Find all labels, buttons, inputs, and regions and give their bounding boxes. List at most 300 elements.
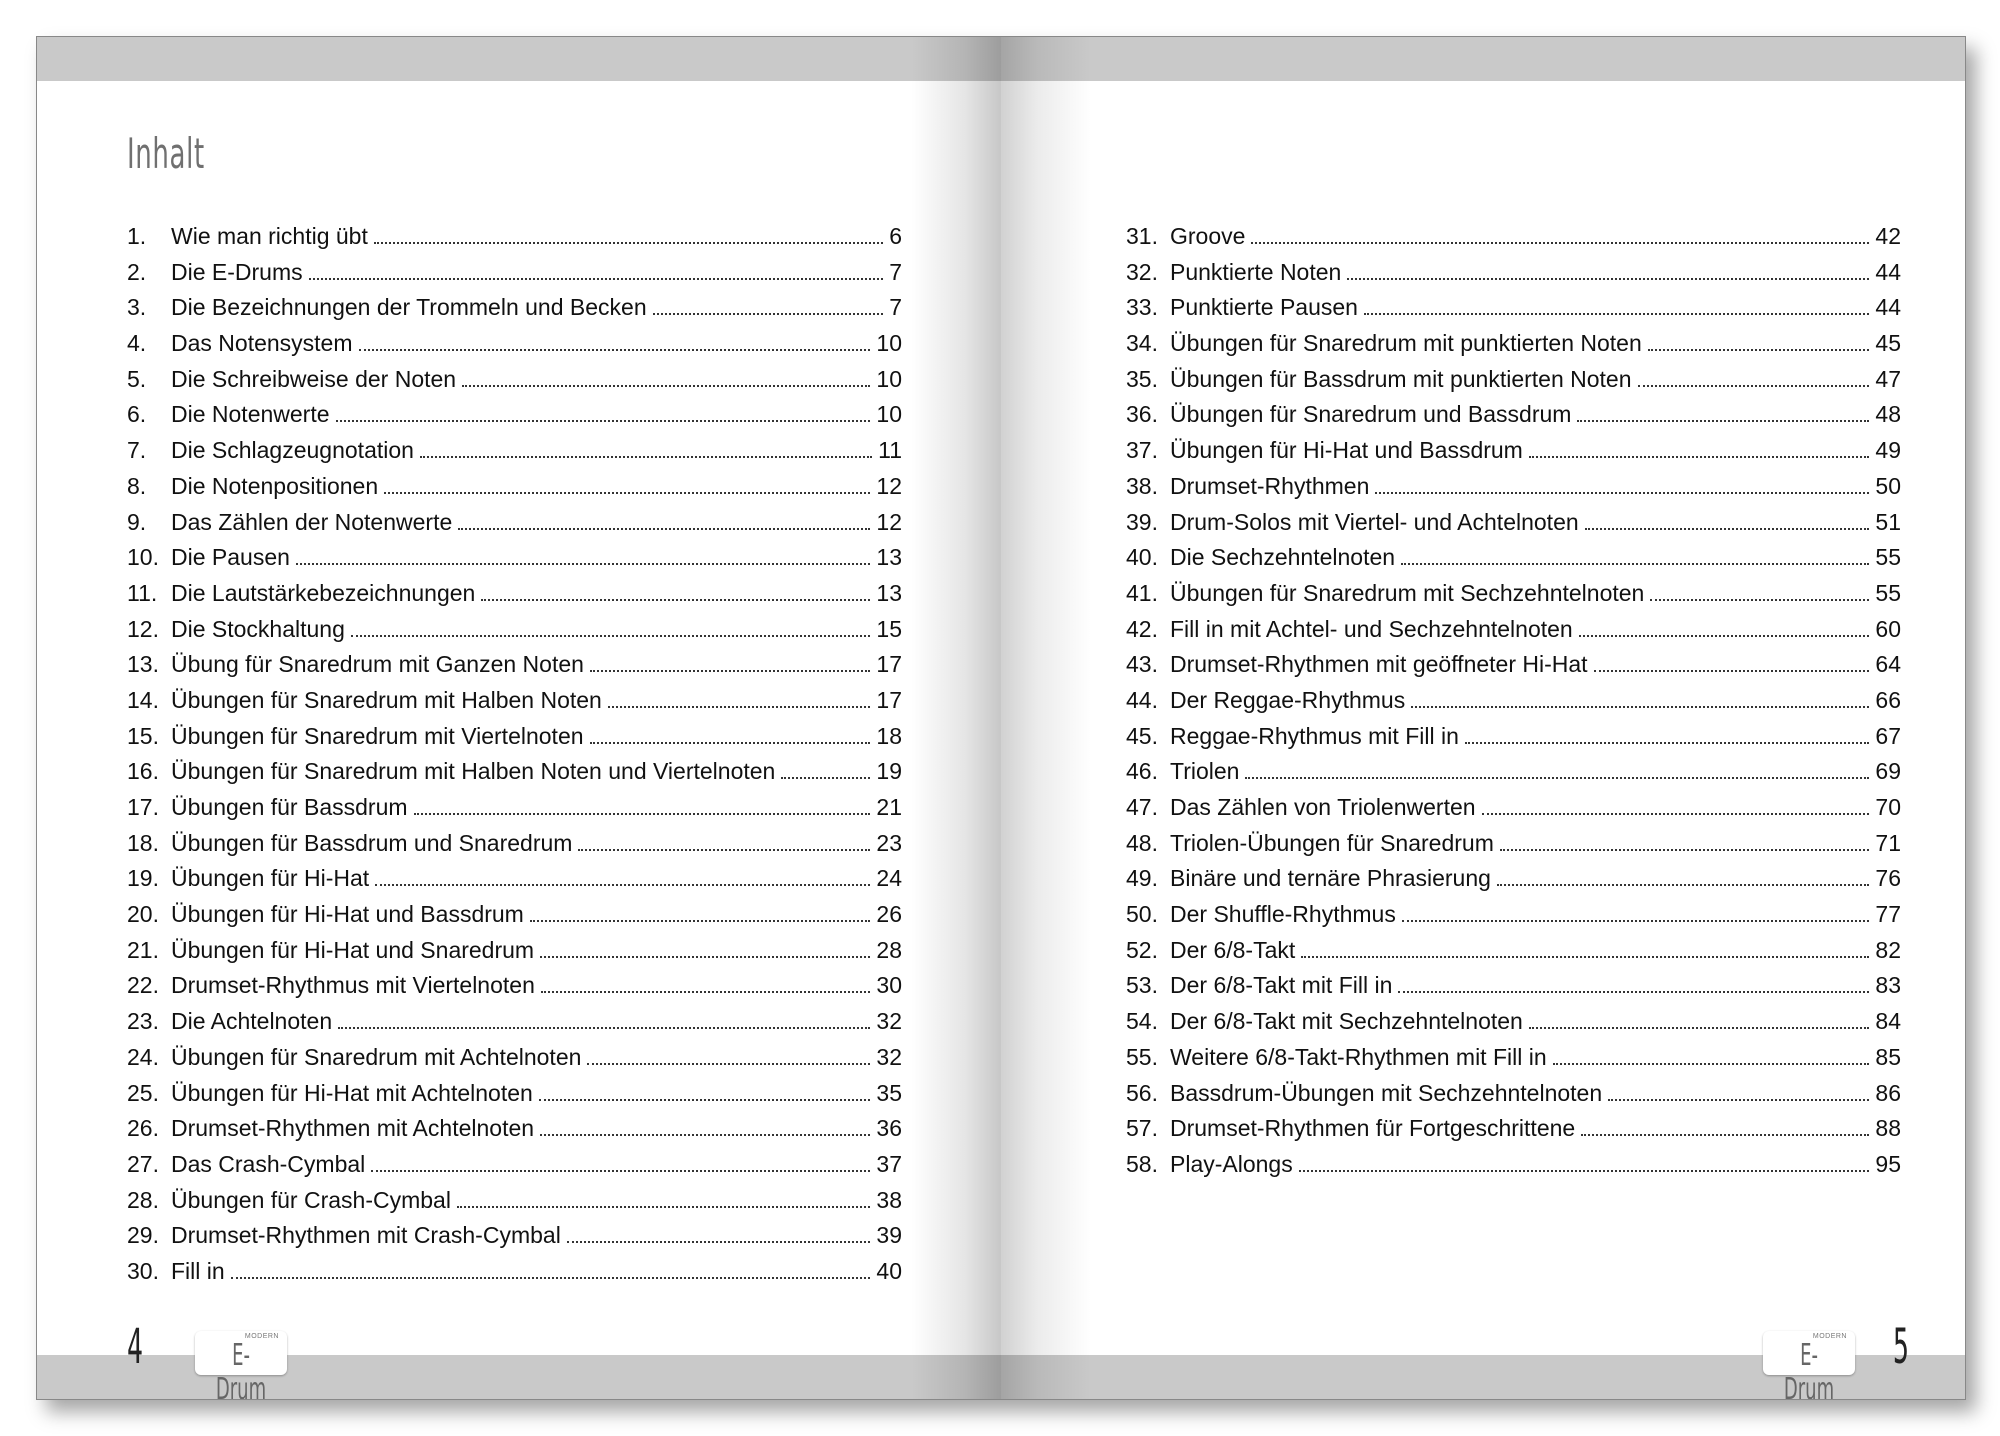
toc-entry-page: 19 (876, 758, 902, 785)
toc-entry-title: Drumset-Rhythmen mit Achtelnoten (171, 1115, 535, 1142)
top-band (37, 37, 1001, 81)
toc-entry-number: 44. (1126, 686, 1158, 713)
toc-entry-title: Die Achtelnoten (171, 1008, 333, 1035)
toc-entry-title: Übungen für Snaredrum mit Achtelnoten (171, 1043, 582, 1070)
toc-entry-page: 60 (1875, 615, 1901, 642)
toc-entry-title: Die Pausen (171, 544, 290, 571)
toc-leader-dots (608, 706, 871, 708)
toc-entry (1126, 968, 1901, 1004)
toc-entry-number: 24. (127, 1043, 159, 1070)
toc-list-left (127, 219, 902, 1290)
toc-entry-number: 49. (1126, 865, 1158, 892)
toc-entry (1126, 1004, 1901, 1040)
toc-entry-page: 26 (876, 901, 902, 928)
logo-main-text: E-Drum (1783, 1338, 1835, 1400)
toc-entry-number: 57. (1126, 1115, 1158, 1142)
toc-entry-title: Triolen (1170, 758, 1240, 785)
toc-entry (1126, 469, 1901, 505)
toc-entry-page: 70 (1875, 794, 1901, 820)
toc-entry-number: 10. (127, 544, 159, 571)
toc-leader-dots (781, 777, 870, 779)
toc-entry (1126, 433, 1901, 469)
toc-entry-number: 48. (1126, 829, 1158, 856)
toc-entry-page: 39 (876, 1222, 902, 1249)
toc-leader-dots (1401, 563, 1869, 565)
toc-entry-title: Die Schlagzeugnotation (171, 437, 414, 464)
toc-entry-number: 7. (127, 437, 147, 464)
toc-entry-title: Die Lautstärkebezeichnungen (171, 579, 476, 606)
toc-leader-dots (1585, 528, 1870, 530)
toc-entry-page: 10 (876, 365, 902, 392)
toc-leader-dots (587, 1063, 870, 1065)
toc-leader-dots (590, 670, 870, 672)
toc-entry (1126, 1147, 1901, 1183)
toc-entry-title: Drum-Solos mit Viertel- und Achtelnoten (1170, 508, 1579, 535)
toc-leader-dots (1398, 991, 1869, 993)
toc-entry-number: 9. (127, 508, 147, 535)
toc-leader-dots (578, 849, 870, 851)
toc-leader-dots (1301, 956, 1869, 958)
toc-leader-dots (1581, 1134, 1869, 1136)
toc-entry-title: Die E-Drums (171, 258, 303, 285)
toc-entry-title: Übung für Snaredrum mit Ganzen Noten (171, 651, 584, 678)
toc-entry-page: 21 (876, 794, 902, 820)
toc-entry-page: 6 (889, 223, 902, 249)
toc-entry-page: 64 (1875, 651, 1901, 678)
toc-entry-title: Der Reggae-Rhythmus (1170, 686, 1406, 713)
toc-entry-number: 25. (127, 1079, 159, 1106)
toc-entry (127, 897, 902, 933)
toc-entry-number: 55. (1126, 1043, 1158, 1070)
toc-entry (1126, 576, 1901, 612)
toc-entry-page: 15 (876, 615, 902, 642)
toc-entry (1126, 861, 1901, 897)
toc-entry-number: 50. (1126, 901, 1158, 928)
toc-entry-title: Punktierte Noten (1170, 258, 1342, 285)
toc-leader-dots (1402, 920, 1870, 922)
toc-entry-page: 13 (876, 579, 902, 606)
toc-leader-dots (1465, 742, 1870, 744)
toc-entry-page: 28 (876, 936, 902, 963)
toc-entry-page: 35 (876, 1079, 902, 1106)
toc-entry (1126, 255, 1901, 291)
toc-entry (1126, 897, 1901, 933)
toc-entry-number: 29. (127, 1222, 159, 1249)
toc-entry-page: 10 (876, 330, 902, 357)
toc-entry-title: Bassdrum-Übungen mit Sechzehntelnoten (1170, 1079, 1603, 1106)
toc-entry-number: 27. (127, 1150, 159, 1177)
toc-entry (127, 362, 902, 398)
toc-entry (127, 576, 902, 612)
toc-entry (127, 326, 902, 362)
toc-entry-page: 47 (1875, 365, 1901, 392)
toc-entry-title: Drumset-Rhythmen (1170, 472, 1370, 499)
toc-entry-number: 17. (127, 794, 159, 820)
toc-entry-title: Das Crash-Cymbal (171, 1150, 366, 1177)
toc-entry-title: Übungen für Snaredrum mit Halben Noten (171, 686, 602, 713)
page-title: Inhalt (127, 129, 205, 178)
toc-entry-number: 26. (127, 1115, 159, 1142)
toc-entry-title: Weitere 6/8-Takt-Rhythmen mit Fill in (1170, 1043, 1547, 1070)
toc-entry-title: Übungen für Snaredrum mit Viertelnoten (171, 722, 584, 749)
toc-entry (127, 683, 902, 719)
top-band (1001, 37, 1965, 81)
toc-entry (127, 1147, 902, 1183)
toc-entry-number: 22. (127, 972, 159, 999)
toc-entry (127, 1218, 902, 1254)
toc-entry-title: Groove (1170, 223, 1246, 249)
toc-entry-page: 82 (1875, 936, 1901, 963)
toc-entry (127, 790, 902, 826)
toc-entry (127, 1111, 902, 1147)
toc-entry-title: Punktierte Pausen (1170, 294, 1358, 321)
toc-entry-number: 53. (1126, 972, 1158, 999)
toc-leader-dots (338, 1027, 870, 1029)
toc-entry-number: 30. (127, 1257, 159, 1284)
toc-entry-page: 32 (876, 1043, 902, 1070)
toc-entry-page: 84 (1875, 1008, 1901, 1035)
toc-leader-dots (359, 349, 871, 351)
toc-entry-number: 43. (1126, 651, 1158, 678)
toc-entry-number: 34. (1126, 330, 1158, 357)
toc-entry-title: Drumset-Rhythmen für Fortgeschrittene (1170, 1115, 1576, 1142)
toc-entry-title: Drumset-Rhythmen mit geöffneter Hi-Hat (1170, 651, 1588, 678)
toc-entry-page: 17 (876, 651, 902, 678)
toc-entry-number: 38. (1126, 472, 1158, 499)
toc-leader-dots (1579, 635, 1870, 637)
toc-leader-dots (1482, 813, 1870, 815)
toc-entry-number: 13. (127, 651, 159, 678)
toc-entry-number: 35. (1126, 365, 1158, 392)
toc-entry-title: Übungen für Bassdrum und Snaredrum (171, 829, 573, 856)
toc-entry (1126, 1111, 1901, 1147)
toc-leader-dots (420, 456, 872, 458)
toc-entry-title: Übungen für Snaredrum mit Halben Noten und Viertelnoten (171, 758, 776, 785)
toc-leader-dots (374, 242, 883, 244)
toc-entry-page: 18 (876, 722, 902, 749)
toc-leader-dots (1577, 420, 1869, 422)
toc-entry-page: 37 (876, 1150, 902, 1177)
toc-entry-title: Reggae-Rhythmus mit Fill in (1170, 722, 1459, 749)
toc-entry (127, 1254, 902, 1290)
toc-entry-number: 14. (127, 686, 159, 713)
toc-leader-dots (1347, 278, 1869, 280)
toc-entry-title: Übungen für Snaredrum und Bassdrum (1170, 401, 1572, 428)
toc-entry-number: 4. (127, 330, 147, 357)
toc-leader-dots (1529, 1027, 1870, 1029)
toc-entry-title: Die Notenpositionen (171, 472, 379, 499)
toc-leader-dots (1364, 313, 1869, 315)
toc-entry-title: Der Shuffle-Rhythmus (1170, 901, 1396, 928)
toc-entry-page: 85 (1875, 1043, 1901, 1070)
toc-leader-dots (1411, 706, 1869, 708)
bottom-band (37, 1355, 1001, 1399)
toc-entry-page: 45 (1875, 330, 1901, 357)
toc-entry (1126, 362, 1901, 398)
toc-entry-page: 55 (1875, 544, 1901, 571)
toc-entry (1126, 290, 1901, 326)
gutter-shadow (1001, 37, 1091, 1399)
toc-entry-title: Übungen für Crash-Cymbal (171, 1186, 451, 1213)
toc-leader-dots (309, 278, 884, 280)
toc-entry-title: Übungen für Hi-Hat (171, 865, 370, 892)
toc-leader-dots (1500, 849, 1870, 851)
toc-entry-page: 55 (1875, 579, 1901, 606)
toc-entry (127, 505, 902, 541)
toc-entry (127, 290, 902, 326)
toc-entry-title: Play-Alongs (1170, 1150, 1293, 1177)
toc-entry-title: Triolen-Übungen für Snaredrum (1170, 829, 1494, 856)
toc-leader-dots (1299, 1170, 1870, 1172)
logo-small-text: MODERN (244, 1333, 279, 1340)
toc-entry-page: 17 (876, 686, 902, 713)
toc-entry-number: 52. (1126, 936, 1158, 963)
toc-entry (127, 719, 902, 755)
toc-entry-page: 88 (1875, 1115, 1901, 1142)
toc-entry-title: Übungen für Hi-Hat und Bassdrum (171, 901, 524, 928)
toc-leader-dots (653, 313, 884, 315)
toc-leader-dots (1553, 1063, 1870, 1065)
toc-entry (127, 826, 902, 862)
toc-leader-dots (1608, 1099, 1869, 1101)
toc-leader-dots (530, 920, 871, 922)
toc-entry-page: 13 (876, 544, 902, 571)
toc-entry-title: Das Notensystem (171, 330, 353, 357)
toc-leader-dots (567, 1241, 871, 1243)
toc-leader-dots (1594, 670, 1870, 672)
toc-entry-title: Der 6/8-Takt (1170, 936, 1296, 963)
toc-entry-number: 18. (127, 829, 159, 856)
toc-leader-dots (231, 1277, 871, 1279)
toc-entry (127, 433, 902, 469)
toc-entry-page: 77 (1875, 901, 1901, 928)
toc-entry-page: 10 (876, 401, 902, 428)
toc-entry (127, 1040, 902, 1076)
toc-entry-title: Fill in (171, 1257, 225, 1284)
toc-entry (127, 933, 902, 969)
toc-entry-title: Übungen für Hi-Hat und Bassdrum (1170, 437, 1523, 464)
toc-entry-number: 23. (127, 1008, 159, 1035)
toc-leader-dots (540, 1134, 870, 1136)
book-spread (36, 36, 1966, 1400)
toc-leader-dots (1529, 456, 1870, 458)
toc-entry-number: 31. (1126, 223, 1158, 249)
toc-leader-dots (1638, 385, 1870, 387)
toc-entry-number: 8. (127, 472, 147, 499)
toc-entry-page: 7 (889, 258, 902, 285)
toc-entry (1126, 612, 1901, 648)
toc-leader-dots (1648, 349, 1870, 351)
toc-entry (127, 647, 902, 683)
toc-entry (1126, 219, 1901, 255)
toc-entry-page: 23 (876, 829, 902, 856)
toc-leader-dots (1497, 884, 1869, 886)
logo-main-text: E-Drum (215, 1338, 267, 1400)
toc-leader-dots (351, 635, 871, 637)
toc-entry (127, 861, 902, 897)
toc-entry-page: 66 (1875, 686, 1901, 713)
toc-entry-title: Übungen für Snaredrum mit punktierten Noten (1170, 330, 1642, 357)
toc-entry-title: Übungen für Hi-Hat mit Achtelnoten (171, 1079, 533, 1106)
toc-entry-title: Fill in mit Achtel- und Sechzehntelnoten (1170, 615, 1573, 642)
toc-leader-dots (384, 492, 870, 494)
toc-entry (1126, 790, 1901, 826)
toc-entry-number: 5. (127, 365, 147, 392)
toc-entry-number: 11. (127, 579, 158, 606)
toc-entry-number: 37. (1126, 437, 1158, 464)
toc-entry-page: 11 (878, 437, 902, 464)
toc-entry-number: 19. (127, 865, 159, 892)
toc-entry-title: Übungen für Hi-Hat und Snaredrum (171, 936, 535, 963)
toc-entry (127, 1183, 902, 1219)
toc-entry-page: 48 (1875, 401, 1901, 428)
toc-entry-page: 69 (1875, 758, 1901, 785)
toc-entry-title: Übungen für Bassdrum (171, 794, 408, 820)
toc-entry-page: 30 (876, 972, 902, 999)
toc-entry-title: Drumset-Rhythmus mit Viertelnoten (171, 972, 535, 999)
toc-entry-number: 12. (127, 615, 159, 642)
toc-leader-dots (540, 956, 870, 958)
toc-leader-dots (336, 420, 871, 422)
toc-entry (127, 540, 902, 576)
toc-leader-dots (1245, 777, 1869, 779)
toc-entry-page: 95 (1875, 1150, 1901, 1177)
toc-leader-dots (590, 742, 871, 744)
toc-entry-number: 56. (1126, 1079, 1158, 1106)
toc-entry-page: 38 (876, 1186, 902, 1213)
toc-entry (127, 255, 902, 291)
toc-entry-number: 41. (1126, 579, 1158, 606)
toc-list-right (1126, 219, 1901, 1183)
toc-entry (1126, 397, 1901, 433)
toc-entry (1126, 326, 1901, 362)
toc-entry-title: Die Schreibweise der Noten (171, 365, 457, 392)
toc-entry-title: Binäre und ternäre Phrasierung (1170, 865, 1491, 892)
page-number-right: 5 (1893, 1319, 1909, 1375)
toc-entry-number: 42. (1126, 615, 1158, 642)
toc-leader-dots (481, 599, 870, 601)
toc-leader-dots (1375, 492, 1869, 494)
toc-entry-title: Die Bezeichnungen der Trommeln und Becken (171, 294, 647, 321)
toc-entry-number: 39. (1126, 508, 1158, 535)
toc-entry-title: Die Sechzehntelnoten (1170, 544, 1396, 571)
toc-entry (1126, 540, 1901, 576)
toc-entry-title: Der 6/8-Takt mit Sechzehntelnoten (1170, 1008, 1523, 1035)
toc-leader-dots (1650, 599, 1869, 601)
toc-entry-page: 7 (889, 294, 902, 321)
toc-entry-number: 40. (1126, 544, 1158, 571)
toc-leader-dots (375, 884, 870, 886)
toc-entry-title: Das Zählen der Notenwerte (171, 508, 453, 535)
toc-entry-page: 40 (876, 1257, 902, 1284)
toc-entry (127, 612, 902, 648)
toc-entry (1126, 1040, 1901, 1076)
toc-entry (127, 754, 902, 790)
toc-entry-title: Drumset-Rhythmen mit Crash-Cymbal (171, 1222, 561, 1249)
toc-entry (127, 1004, 902, 1040)
logo-small-text: MODERN (1812, 1333, 1847, 1340)
toc-entry (127, 397, 902, 433)
toc-leader-dots (414, 813, 871, 815)
toc-entry-page: 71 (1875, 829, 1901, 856)
toc-entry-page: 83 (1875, 972, 1901, 999)
toc-entry-title: Die Notenwerte (171, 401, 330, 428)
toc-entry (1126, 505, 1901, 541)
toc-leader-dots (539, 1099, 871, 1101)
toc-entry-title: Der 6/8-Takt mit Fill in (1170, 972, 1393, 999)
toc-entry-page: 36 (876, 1115, 902, 1142)
toc-entry-title: Das Zählen von Triolenwerten (1170, 794, 1476, 820)
toc-entry (1126, 933, 1901, 969)
e-drum-logo (195, 1331, 287, 1400)
toc-leader-dots (458, 528, 870, 530)
toc-entry-title: Übungen für Snaredrum mit Sechzehntelnoten (1170, 579, 1645, 606)
toc-leader-dots (462, 385, 870, 387)
toc-entry-number: 21. (127, 936, 159, 963)
toc-entry-title: Wie man richtig übt (171, 223, 368, 249)
toc-entry-page: 76 (1875, 865, 1901, 892)
toc-leader-dots (541, 991, 871, 993)
toc-entry-page: 12 (876, 472, 902, 499)
toc-entry-page: 42 (1875, 223, 1901, 249)
toc-entry (1126, 719, 1901, 755)
toc-entry-page: 24 (876, 865, 902, 892)
toc-entry (127, 968, 902, 1004)
toc-entry-number: 32. (1126, 258, 1158, 285)
toc-entry-number: 28. (127, 1186, 159, 1213)
toc-entry-number: 46. (1126, 758, 1158, 785)
toc-entry-number: 20. (127, 901, 159, 928)
toc-entry-number: 58. (1126, 1150, 1158, 1177)
right-page (1001, 36, 1966, 1400)
toc-entry (127, 219, 902, 255)
toc-entry (1126, 683, 1901, 719)
toc-leader-dots (1251, 242, 1869, 244)
toc-entry (127, 1076, 902, 1112)
toc-entry-number: 36. (1126, 401, 1158, 428)
page-number-left: 4 (127, 1319, 143, 1375)
toc-entry-page: 86 (1875, 1079, 1901, 1106)
toc-entry-page: 49 (1875, 437, 1901, 464)
left-page (36, 36, 1001, 1400)
toc-entry-number: 2. (127, 258, 147, 285)
toc-entry-number: 47. (1126, 794, 1158, 820)
toc-entry-page: 44 (1875, 294, 1901, 321)
toc-entry-page: 32 (876, 1008, 902, 1035)
toc-entry-number: 54. (1126, 1008, 1158, 1035)
toc-entry-page: 67 (1875, 722, 1901, 749)
toc-entry-number: 3. (127, 294, 147, 321)
toc-entry-page: 51 (1875, 508, 1901, 535)
toc-entry-number: 1. (127, 223, 147, 249)
toc-entry (1126, 1076, 1901, 1112)
toc-entry-title: Die Stockhaltung (171, 615, 345, 642)
toc-entry (1126, 826, 1901, 862)
toc-entry-number: 33. (1126, 294, 1158, 321)
toc-leader-dots (457, 1206, 870, 1208)
toc-entry-title: Übungen für Bassdrum mit punktierten Noten (1170, 365, 1632, 392)
e-drum-logo (1763, 1331, 1855, 1400)
toc-leader-dots (371, 1170, 870, 1172)
toc-entry-number: 16. (127, 758, 159, 785)
toc-entry (127, 469, 902, 505)
toc-entry-page: 50 (1875, 472, 1901, 499)
toc-entry (1126, 754, 1901, 790)
gutter-shadow (911, 37, 1001, 1399)
toc-entry (1126, 647, 1901, 683)
toc-leader-dots (296, 563, 870, 565)
toc-entry-page: 12 (876, 508, 902, 535)
